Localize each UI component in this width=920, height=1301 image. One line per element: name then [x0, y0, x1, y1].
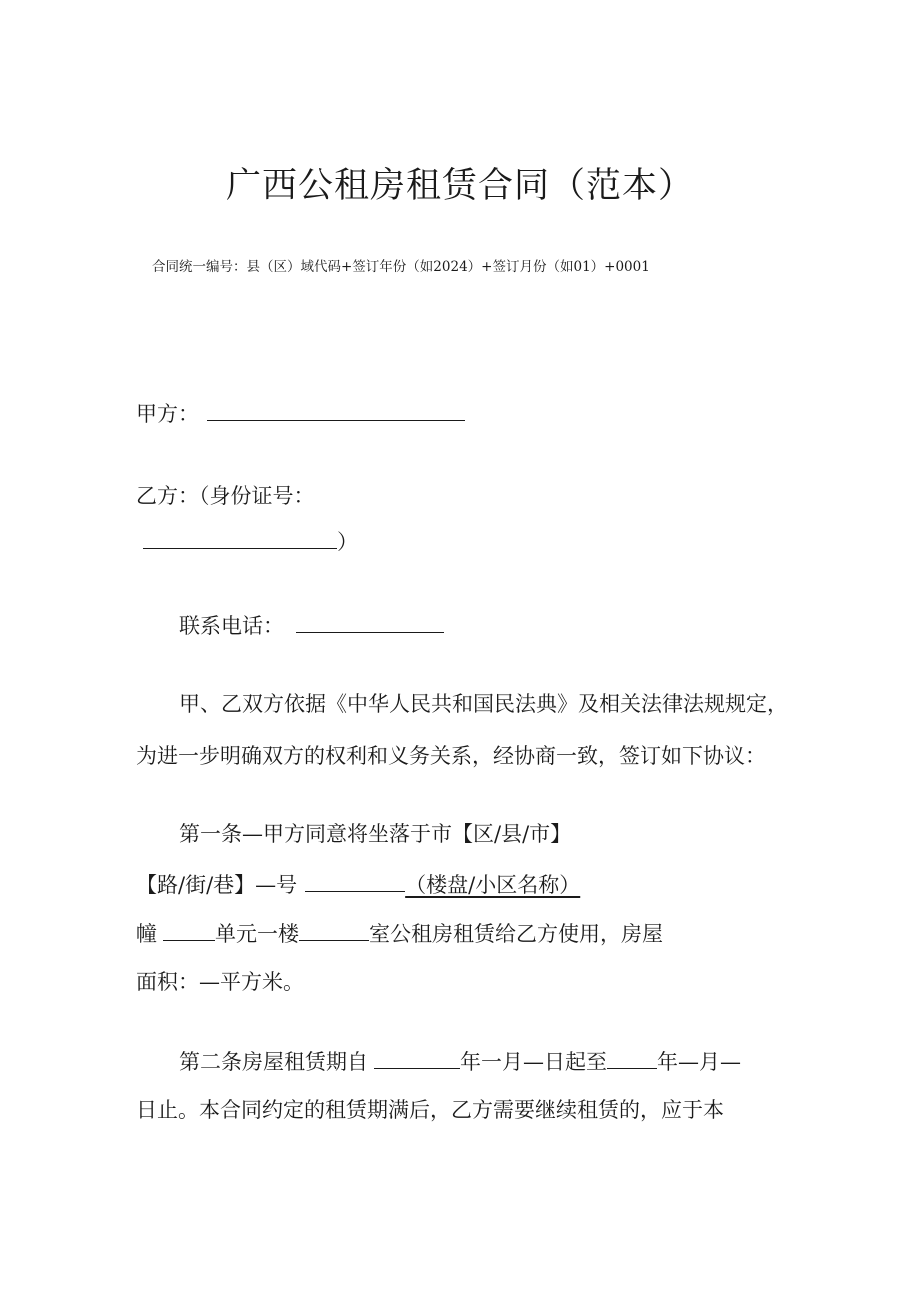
term-end-label: 年—月— [657, 1050, 741, 1074]
building-blank[interactable] [163, 920, 215, 941]
article2-line-2: 日止。本合同约定的租赁期满后，乙方需要继续租赁的，应于本 [136, 1098, 724, 1122]
phone-blank[interactable] [296, 612, 444, 633]
room-blank[interactable] [299, 920, 369, 941]
building-label: 幢 [136, 922, 157, 946]
document-title: 广西公租房租赁合同（范本） [225, 166, 694, 206]
party-a-line [136, 400, 465, 428]
article2-line-1 [179, 1048, 741, 1076]
party-a-blank[interactable] [207, 400, 465, 421]
phone-line [179, 612, 444, 640]
start-year-blank[interactable] [374, 1048, 460, 1069]
estate-name-label: （楼盘/小区名称） [405, 873, 581, 897]
phone-label: 联系电话： [179, 614, 284, 638]
unit-label: 单元一楼 [215, 922, 299, 946]
party-b-id-blank[interactable] [143, 528, 337, 549]
term-start-label: 第二条房屋租赁期自 [179, 1050, 368, 1074]
party-a-label: 甲方： [136, 402, 199, 426]
party-b-close: ） [337, 530, 358, 554]
article1-line-3 [136, 920, 663, 948]
article1-line-4: 面积：—平方米。 [136, 970, 304, 994]
party-b-label: 乙方：（身份证号： [136, 484, 315, 508]
number-blank[interactable] [305, 871, 405, 892]
room-label: 室公租房租赁给乙方使用，房屋 [369, 922, 663, 946]
intro-line-2: 为进一步明确双方的权利和义务关系，经协商一致，签订如下协议： [136, 744, 766, 768]
party-b-id-line [143, 528, 358, 556]
intro-line-1: 甲、乙双方依据《中华人民共和国民法典》及相关法律法规规定， [179, 692, 788, 716]
article1-line-1: 第一条—甲方同意将坐落于市【区/县/市】 [179, 822, 572, 846]
article1-line-2 [136, 871, 580, 899]
contract-number-note: 合同统一编号：县（区）域代码+签订年份（如2024）+签订月份（如01）+0001 [152, 259, 650, 275]
end-year-blank[interactable] [607, 1048, 657, 1069]
road-label: 【路/街/巷】—号 [136, 873, 298, 897]
party-b-line [136, 482, 315, 510]
term-mid-label: 年一月—日起至 [460, 1050, 607, 1074]
